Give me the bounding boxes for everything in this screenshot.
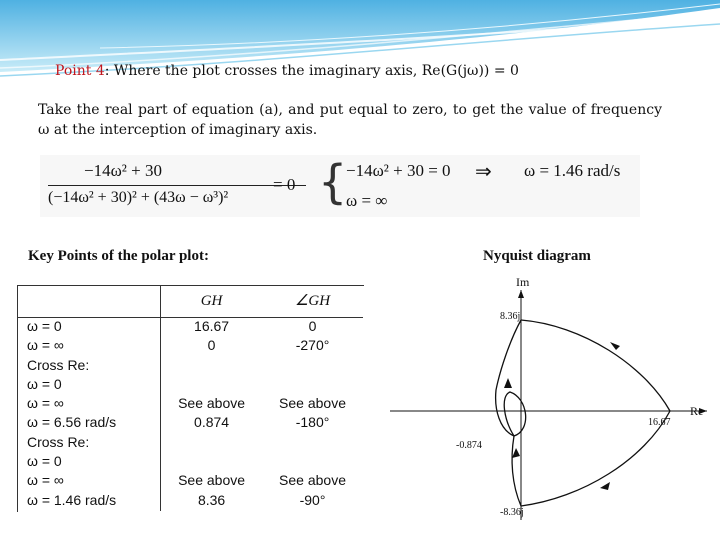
- eq-case1: −14ω² + 30 = 0: [346, 161, 451, 180]
- table-cell: See above: [178, 472, 246, 489]
- table-cell: 0.874: [194, 414, 230, 431]
- polar-curve-lower-left: [512, 436, 521, 506]
- table-row: [17, 453, 363, 472]
- polar-curve-upper-left: [496, 320, 521, 436]
- right-label: 16.67: [648, 417, 671, 428]
- im-label: Im: [516, 275, 530, 289]
- table-header: [17, 285, 161, 318]
- table-cell: 16.67: [194, 318, 230, 334]
- table-cell: ω = 0: [17, 376, 161, 395]
- table-cell: [161, 357, 262, 376]
- table-cell: 0: [207, 337, 216, 354]
- direction-arrow: [504, 378, 512, 388]
- table-cell: Cross Re:: [17, 357, 161, 376]
- eq-result: ω = 1.46 rad/s: [524, 161, 621, 180]
- table-cell: ω = 0: [17, 453, 161, 472]
- polar-curve-loop: [504, 392, 525, 436]
- eq-denominator: (−14ω² + 30)² + (43ω − ω³)²: [48, 189, 229, 206]
- table-row: [17, 492, 363, 511]
- key-points-title: Key Points of the polar plot:: [28, 248, 209, 264]
- table-cell: [262, 453, 363, 472]
- table-cell: ω = 6.56 rad/s: [17, 414, 161, 433]
- left-label: -0.874: [456, 440, 482, 451]
- table-cell: ω = ∞: [17, 337, 161, 356]
- table-cell: [161, 453, 262, 472]
- eq-numerator: −14ω² + 30: [84, 161, 162, 180]
- eq-equals-zero: = 0: [273, 175, 296, 194]
- table-cell: -270°: [295, 337, 330, 354]
- table-cell: ω = 0: [17, 318, 161, 338]
- table-row: [17, 337, 363, 356]
- re-label: Re: [690, 404, 704, 418]
- key-points-table: [17, 285, 363, 511]
- table-cell: [161, 434, 262, 453]
- heading-text: : Where the plot crosses the imaginary axis, Re(G(jω)) = 0: [104, 63, 519, 79]
- equation-block: [40, 155, 640, 217]
- top-label: 8.36j: [500, 311, 521, 322]
- im-axis-arrow: [518, 290, 524, 298]
- bottom-label: -8.36j: [500, 507, 524, 518]
- table-cell: ω = 1.46 rad/s: [17, 492, 161, 511]
- table-cell: ω = ∞: [17, 472, 161, 491]
- table-row: [17, 376, 363, 395]
- table-cell: Cross Re:: [17, 434, 161, 453]
- table-cell: [262, 357, 363, 376]
- table-header: GH: [161, 285, 262, 318]
- table-cell: See above: [178, 395, 246, 412]
- table-cell: [262, 434, 363, 453]
- table-header-row: [17, 285, 363, 318]
- direction-arrow: [512, 448, 520, 458]
- direction-arrow: [600, 482, 610, 490]
- table-cell: [161, 376, 262, 395]
- point-label: Point 4: [55, 63, 105, 79]
- table-cell: See above: [279, 395, 346, 412]
- table-row: [17, 318, 363, 338]
- explanation-paragraph: Take the real part of equation (a), and put equal to zero, to get the value of frequency ω at the interception of imaginary axis.: [38, 102, 662, 138]
- slide-heading: [55, 63, 519, 79]
- table-row: [17, 395, 363, 414]
- table-cell: ω = ∞: [17, 395, 161, 414]
- table-row: [17, 434, 363, 453]
- eq-arrow: ⇒: [475, 161, 492, 183]
- table-cell: 8.36: [197, 491, 226, 508]
- nyquist-plot: [382, 270, 712, 525]
- direction-arrow: [610, 342, 620, 350]
- table-cell: -90°: [299, 491, 326, 508]
- table-cell: -180°: [295, 414, 330, 431]
- eq-case2: ω = ∞: [346, 191, 388, 210]
- table-cell: 0: [308, 318, 317, 334]
- table-row: [17, 472, 363, 491]
- curly-brace: {: [318, 155, 348, 209]
- table-row: [17, 357, 363, 376]
- table-row: [17, 414, 363, 433]
- table-cell: See above: [279, 472, 346, 489]
- nyquist-title: Nyquist diagram: [483, 248, 591, 264]
- table-header: ∠GH: [262, 285, 363, 318]
- fraction-bar: [48, 185, 306, 186]
- table-cell: [262, 376, 363, 395]
- polar-curve-outer-right: [521, 320, 670, 506]
